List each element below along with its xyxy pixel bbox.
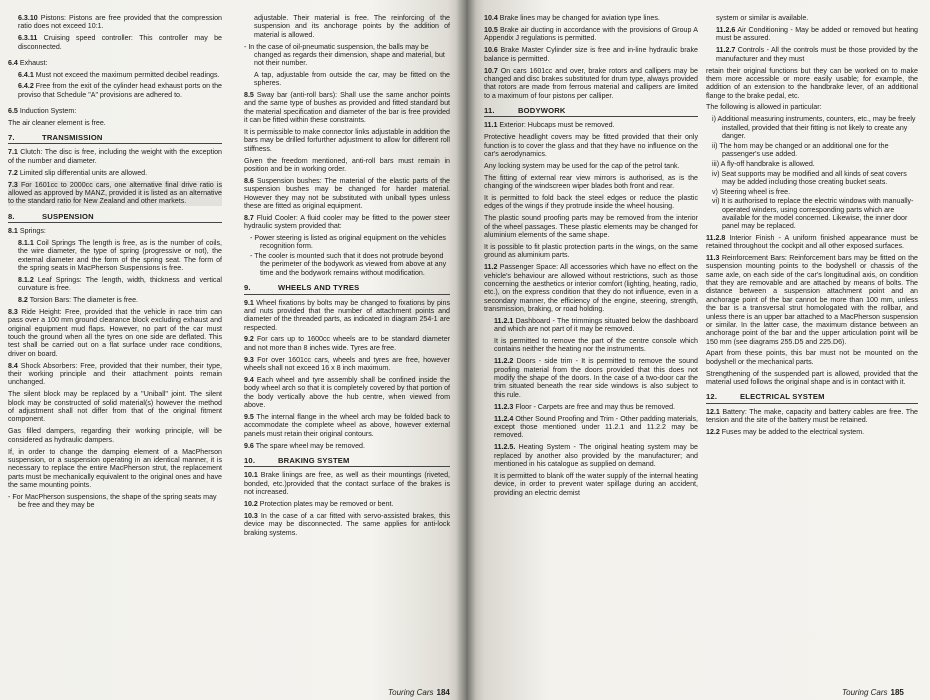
left-page-column-1 <box>8 14 222 513</box>
section-title: BODYWORK <box>518 105 566 115</box>
paragraph: A tap, adjustable from outside the car, may be fitted on the spheres. <box>254 70 450 87</box>
paragraph: 10.4 Brake lines may be changed for aviation type lines. <box>484 14 660 22</box>
list-item: iii) A fly-off handbrake is allowed. <box>712 159 815 168</box>
paragraph: 11.2.5. Heating System - The original heating system may be replaced by another also provided by the manufacturer; and mentioned in his catalogue as supplied on demand. <box>494 443 698 468</box>
paragraph: 8.7 Fluid Cooler: A fluid cooler may be fitted to the power steer hydraulic system provided that: <box>244 213 450 231</box>
footer-title: Touring Cars <box>388 688 434 697</box>
paragraph: 6.5 Induction System: <box>8 106 77 115</box>
paragraph: It is permissible to make connector links adjustable in addition the bars may be drilled forfurther adjustment to allow for different roll stiffness. <box>244 127 450 153</box>
paragraph: Strengthening of the suspended part is allowed, provided that the material used follows the original shape and is in contact with it. <box>706 369 918 387</box>
list-item: v) Steering wheel is free. <box>712 187 791 196</box>
paragraph: It is possible to fit plastic protection parts in the wings, on the same ground as aluminium parts. <box>484 242 698 260</box>
paragraph: Protective headlight covers may be fitted provided that their only function is to cover the glass and that they have no influence on the car's aerodynamics. <box>484 133 698 158</box>
paragraph: 10.2 Protection plates may be removed or bent. <box>244 499 394 508</box>
left-page-column-2 <box>244 14 450 541</box>
paragraph: 10.5 Brake air ducting in accordance with the provisions of Group A Appendix J regulations is permitted. <box>484 25 698 43</box>
section-title: BRAKING SYSTEM <box>278 455 350 465</box>
paragraph: 8.1.1 Coil Springs The length is free, as is the number of coils, the wire diameter, the type of spring (progressive or not), the external diameter and the form of the spring seat. The form of the spring seats in MacPherson Suspensions is free. <box>18 238 222 272</box>
list-item: - In the case of oil-pneumatic suspension, the balls may be changed as regards their dimension, shape and material, but not their number. <box>244 42 445 68</box>
paragraph: 8.5 Sway bar (anti-roll bars): Shall use the same anchor points and the same type of bushes as provided and fitted standard but the material specification and diameter of the bar is free provided it can be fitted within these constraints. <box>244 90 450 124</box>
right-page-footer <box>842 688 904 697</box>
paragraph: 11.2.8 Interior Finish - A uniform finished appearance must be retained throughout the cockpit and all other exposed surfaces. <box>706 233 918 251</box>
paragraph: 12.1 Battery: The make, capacity and battery cables are free. The tension and the site of the battery must be retained. <box>706 407 918 425</box>
paragraph: 11.2.1 Dashboard - The trimmings situated below the dashboard and which are not part of it may be removed. <box>494 316 698 334</box>
list-item: i) Additional measuring instruments, counters, etc., may be freely installed, provided that their fitting is not likely to create any danger. <box>712 115 916 141</box>
section-heading <box>8 134 222 144</box>
paragraph: 7.3 For 1601cc to 2000cc cars, one alternative final drive ratio is allowed as approved by MANZ, provided it is listed as an alternative to the standard ratio for New Zealand and other markets. <box>8 180 222 206</box>
paragraph: 12.2 Fuses may be added to the electrical system. <box>706 428 865 437</box>
list-item: - The cooler is mounted such that it does not protrude beyond the perimeter of the bodywork as viewed from above at any time and the bodywork remains without modification. <box>250 252 447 277</box>
paragraph: It is permitted to fold back the steel edges or reduce the plastic edges of the wings if they protrude inside the wheel housing. <box>484 194 698 211</box>
paragraph: The fitting of external rear view mirrors is authorised, as is the changing of the windscreen wiper blades both front and rear. <box>484 173 698 191</box>
footer-title: Touring Cars <box>842 688 888 697</box>
page-number: 185 <box>890 688 904 697</box>
list-item: vi) It is authorised to replace the electric windows with manually-operated winders, using corresponding parts which are available for the model concerned. Likewise, the inner door panel may be replaced. <box>712 197 914 231</box>
paragraph: It is permitted to blank off the water supply of the internal heating device, in order to prevent water spillage during an accident, providing an electric demist <box>494 471 698 497</box>
paragraph: The plastic sound proofing parts may be removed from the interior of the wheel passages. These plastic elements may be changed for aluminium elements of the same shape. <box>484 214 698 239</box>
section-number: 11. <box>484 105 495 115</box>
list-item: - For MacPherson suspensions, the shape of the spring seats may be free and they may be <box>8 492 217 510</box>
item-list <box>8 493 222 510</box>
paragraph: 8.6 Suspension bushes: The material of the elastic parts of the suspension bushes may be changed for harder material. However they may not be substituted with uniball types unless these are fitted as original equipment. <box>244 176 450 210</box>
paragraph: adjustable. Their material is free. The reinforcing of the suspension and its anchorage points by the addition of material is allowed. <box>254 14 450 39</box>
section-number: 9. <box>244 283 251 293</box>
paragraph: 6.3.11 Cruising speed controller: This controller may be disconnected. <box>18 34 222 51</box>
paragraph: 8.1 Springs: <box>8 226 46 235</box>
section-title: TRANSMISSION <box>42 133 103 142</box>
paragraph: 9.4 Each wheel and tyre assembly shall be confined inside the body wheel arch so that it is completely covered by that portion of the body vertically above the hub centre, when viewed from above. <box>244 376 450 410</box>
list-item: ii) The horn may be changed or an additional one for the passenger's use added. <box>712 141 889 159</box>
paragraph: 8.2 Torsion Bars: The diameter is free. <box>18 296 139 305</box>
paragraph: 6.3.10 Pistons: Pistons are free provided that the compression ratio does not exceed 10:1. <box>18 14 222 31</box>
paragraph: 9.1 Wheel fixations by bolts may be changed to fixations by pins and nuts provided that the number of attachment points and diameter of the threaded parts, as indicated in diagram 254-1 are respected. <box>244 298 450 332</box>
paragraph: 8.3 Ride Height: Free, provided that the vehicle in race trim can pass over a 100 mm ground clearance block excluding exhaust and original equipment mud flaps. However, no part of the car must touch the ground when all the tyres on one side are deflated. This test shall be carried out on a flat surface under race conditions, driver on board. <box>8 308 222 358</box>
section-title: WHEELS AND TYRES <box>278 283 360 293</box>
section-number: 10. <box>244 455 256 465</box>
paragraph: The air cleaner element is free. <box>8 118 106 127</box>
paragraph: 11.2.4 Other Sound Proofing and Trim - Other padding materials, except those mentioned under 11.2.1 and 11.2.2 may be removed. <box>494 414 698 440</box>
paragraph: 11.1 Exterior: Hubcaps must be removed. <box>484 121 615 130</box>
item-list <box>706 115 918 230</box>
paragraph: 10.6 Brake Master Cylinder size is free and in-line hydraulic brake balance is permitted. <box>484 46 698 63</box>
paragraph: 6.4.1 Must not exceed the maximum permitted decibel readings. <box>18 70 220 79</box>
paragraph: 9.6 The spare wheel may be removed. <box>244 441 365 450</box>
paragraph: 10.3 In the case of a car fitted with servo-assisted brakes, this device may be disconnected. The same applies for anti-lock braking systems. <box>244 511 450 537</box>
section-heading <box>244 457 450 467</box>
section-heading <box>244 284 450 294</box>
paragraph: 11.2 Passenger Space: All accessories which have no effect on the vehicle's behaviour are allowed without restrictions, such as those concerning the aesthetics or interior comfort (lighting, heating, radio, etc.), on the express condition that they do not influence, even in a secondary manner, the efficiency of the engine, steering, strength, transmission, braking, or road holding. <box>484 263 698 313</box>
paragraph: If, in order to change the damping element of a MacPherson suspension, or a suspension operating in an identical manner, it is necessary to replace the entire MacPherson strut, the replacement parts must be mechanically equivalent to the original ones and have the same mounting points. <box>8 447 222 489</box>
paragraph: 6.4 Exhaust: <box>8 58 48 67</box>
paragraph: The following is allowed in particular: <box>706 103 822 112</box>
paragraph: It is permitted to remove the part of the centre console which contains neither the heating nor the instruments. <box>494 337 698 354</box>
paragraph: 6.4.2 Free from the exit of the cylinder head exhaust ports on the proviso that Schedule "A" provisions are adhered to. <box>18 82 222 99</box>
section-title: ELECTRICAL SYSTEM <box>740 392 825 402</box>
section-heading <box>706 393 918 403</box>
paragraph: 11.3 Reinforcement Bars: Reinforcement bars may be fitted on the suspension mounting points to the bodyshell or chassis of the same axle, on each side of the car's longitudinal axis, on condition that they are removable and are attached by means of bolts. The distance between a suspension attachment point and an anchorage point of the bar cannot be more than 100 mm, unless the bar is a transversal strut homologated with the rollbar, and unless there is an upper bar attached to a MacPherson suspension or similar. In the latter case, the maximum distance between an anchorage point of the bar and the upper articulation point will be 150 mm (see diagrams 255.D5 and 225.D6). <box>706 254 918 346</box>
item-list <box>244 43 450 68</box>
paragraph: 8.1.2 Leaf Springs: The length, width, thickness and vertical curvature is free. <box>18 275 222 293</box>
paragraph: 11.2.3 Floor - Carpets are free and may thus be removed. <box>494 402 675 411</box>
section-heading <box>8 213 222 223</box>
paragraph: Gas filled dampers, regarding their working principle, will be considered as hydraulic dampers. <box>8 427 222 444</box>
page-number: 184 <box>436 688 450 697</box>
paragraph: Any locking system may be used for the cap of the petrol tank. <box>484 161 680 170</box>
paragraph: retain their original functions but they can be worked on to make them more accessible or more easily usable; for example, the addition of an extension to the handbrake lever, of an additional flange to the brake pedal, etc. <box>706 66 918 100</box>
list-item: - Power steering is listed as original equipment on the vehicles recognition form. <box>250 234 446 251</box>
paragraph: 7.1 Clutch: The disc is free, including the weight with the exception of the number and diameter. <box>8 148 222 165</box>
right-page-column-1 <box>484 14 698 501</box>
paragraph: Given the freedom mentioned, anti-roll bars must remain in position and be in working order. <box>244 156 450 173</box>
paragraph: 8.4 Shock Absorbers: Free, provided that their number, their type, their working principle and their attachment points remain unchanged. <box>8 361 222 387</box>
section-heading <box>484 107 698 117</box>
paragraph: 11.2.2 Doors - side trim - It is permitted to remove the sound proofing material from the doors provided that this does not modify the shape of the doors. In the case of a two-door car the trim situated beneath the rear side windows is also subject to this rule. <box>494 357 698 399</box>
section-number: 12. <box>706 392 718 402</box>
paragraph: 7.2 Limited slip differential units are allowed. <box>8 168 148 177</box>
paragraph: 10.7 On cars 1601cc and over, brake rotors and callipers may be changed and disc brakes substituted for drum type, always provided that rotors are made from ferrous material and callipers are limited to a maximum of four pistons per calliper. <box>484 66 698 100</box>
paragraph: Apart from these points, this bar must not be mounted on the bodyshell or the mechanical parts. <box>706 349 918 366</box>
paragraph: system or similar is available. <box>716 14 809 22</box>
paragraph: 9.2 For cars up to 1600cc wheels are to be standard diameter and not more than 8 inches wide. Tyres are free. <box>244 335 450 352</box>
right-page-column-2 <box>706 14 918 440</box>
left-page-footer <box>388 688 450 697</box>
paragraph: 11.2.6 Air Conditioning - May be added or removed but heating must be assured. <box>716 25 918 43</box>
paragraph: 11.2.7 Controls - All the controls must be those provided by the manufacturer and they must <box>716 46 918 63</box>
paragraph: The silent block may be replaced by a "Uniball" joint. The silent block may be constructed of solid material(s) however the method of adjustment shall not differ from that of the original fitment component. <box>8 390 222 424</box>
item-list <box>244 234 450 277</box>
right-page <box>466 0 930 700</box>
section-title: SUSPENSION <box>42 211 94 221</box>
section-number: 7. <box>8 133 15 142</box>
list-item: iv) Seat supports may be modified and all kinds of seat covers may be added including those creating bucket seats. <box>712 169 907 186</box>
paragraph: 10.1 Brake linings are free, as well as their mountings (riveted, bonded, etc.)provided that the contact surface of the brakes is not increased. <box>244 471 450 497</box>
section-number: 8. <box>8 211 15 221</box>
paragraph: 9.5 The internal flange in the wheel arch may be folded back to accommodate the complete wheel as above, however external panels must retain their original contours. <box>244 413 450 438</box>
paragraph: 9.3 For over 1601cc cars, wheels and tyres are free, however wheels shall not exceed 16 x 8 inch maximum. <box>244 355 450 373</box>
